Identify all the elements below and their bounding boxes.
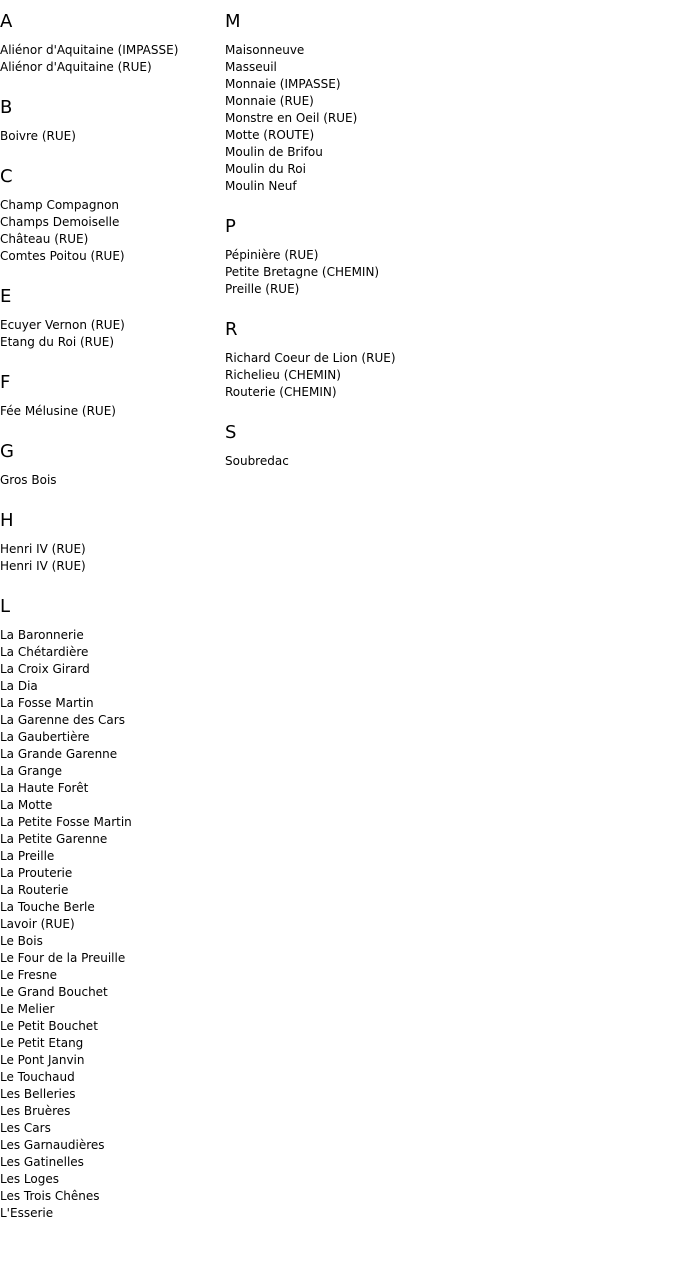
street-list — [225, 247, 665, 298]
street-list — [0, 541, 220, 575]
street-item: Le Bois — [0, 934, 43, 948]
street-item: Soubredac — [225, 454, 289, 468]
street-item: La Preille — [0, 849, 55, 863]
letter-heading: P — [225, 216, 236, 237]
street-item: Les Gatinelles — [0, 1155, 84, 1169]
street-item: Gros Bois — [0, 473, 57, 487]
street-item: La Croix Girard — [0, 662, 90, 676]
street-item: Etang du Roi (RUE) — [0, 335, 115, 349]
street-item: Monnaie (RUE) — [225, 94, 314, 108]
street-item: La Baronnerie — [0, 628, 84, 642]
letter-heading: C — [0, 166, 13, 187]
street-list — [0, 197, 220, 265]
street-item: Moulin Neuf — [225, 179, 297, 193]
letter-heading: B — [0, 97, 13, 118]
street-item: Fée Mélusine (RUE) — [0, 404, 116, 418]
street-list — [0, 627, 220, 1222]
street-item: La Petite Garenne — [0, 832, 108, 846]
street-list — [0, 403, 220, 420]
street-item: Le Melier — [0, 1002, 55, 1016]
street-item: Le Petit Bouchet — [0, 1019, 98, 1033]
street-item: Monnaie (IMPASSE) — [225, 77, 341, 91]
street-item: La Gaubertière — [0, 730, 90, 744]
letter-heading: S — [225, 422, 237, 443]
letter-group-p — [225, 216, 665, 298]
street-index-right-column — [225, 11, 665, 470]
street-item: La Dia — [0, 679, 38, 693]
letter-heading: E — [0, 286, 12, 307]
street-item: Aliénor d'Aquitaine (IMPASSE) — [0, 43, 179, 57]
street-list — [225, 350, 665, 401]
letter-group-r — [225, 319, 665, 401]
street-item: Richard Coeur de Lion (RUE) — [225, 351, 396, 365]
letter-group-a — [0, 11, 220, 76]
street-item: Richelieu (CHEMIN) — [225, 368, 341, 382]
street-item: Les Bruères — [0, 1104, 71, 1118]
street-item: Champ Compagnon — [0, 198, 120, 212]
street-list — [225, 42, 665, 195]
street-index-left-column — [0, 11, 220, 1222]
street-item: Le Fresne — [0, 968, 57, 982]
street-item: La Garenne des Cars — [0, 713, 125, 727]
street-list — [225, 453, 665, 470]
street-item: La Routerie — [0, 883, 69, 897]
letter-heading: A — [0, 11, 13, 32]
letter-group-e — [0, 286, 220, 351]
letter-heading: G — [0, 441, 14, 462]
street-item: Pépinière (RUE) — [225, 248, 319, 262]
street-item: Maisonneuve — [225, 43, 305, 57]
street-list — [0, 42, 220, 76]
street-item: La Petite Fosse Martin — [0, 815, 132, 829]
street-item: Les Cars — [0, 1121, 51, 1135]
letter-group-h — [0, 510, 220, 575]
street-item: La Grange — [0, 764, 63, 778]
street-item: Comtes Poitou (RUE) — [0, 249, 125, 263]
street-item: Henri IV (RUE) — [0, 542, 86, 556]
street-item: Lavoir (RUE) — [0, 917, 75, 931]
letter-group-c — [0, 166, 220, 265]
street-item: Boivre (RUE) — [0, 129, 76, 143]
street-item: Ecuyer Vernon (RUE) — [0, 318, 125, 332]
street-item: La Fosse Martin — [0, 696, 94, 710]
street-item: Aliénor d'Aquitaine (RUE) — [0, 60, 152, 74]
street-item: Les Trois Chênes — [0, 1189, 100, 1203]
street-item: Le Four de la Preuille — [0, 951, 126, 965]
street-item: Les Belleries — [0, 1087, 76, 1101]
street-item: Monstre en Oeil (RUE) — [225, 111, 358, 125]
letter-heading: L — [0, 596, 11, 617]
street-list — [0, 128, 220, 145]
street-item: Champs Demoiselle — [0, 215, 120, 229]
street-list — [0, 317, 220, 351]
letter-heading: R — [225, 319, 238, 340]
street-item: Les Garnaudières — [0, 1138, 105, 1152]
letter-group-g — [0, 441, 220, 489]
letter-group-f — [0, 372, 220, 420]
letter-group-l — [0, 596, 220, 1222]
street-item: Petite Bretagne (CHEMIN) — [225, 265, 380, 279]
street-item: Routerie (CHEMIN) — [225, 385, 337, 399]
letter-heading: H — [0, 510, 14, 531]
street-item: La Prouterie — [0, 866, 73, 880]
street-item: La Motte — [0, 798, 53, 812]
street-list — [0, 472, 220, 489]
street-item: Moulin du Roi — [225, 162, 306, 176]
street-item: Motte (ROUTE) — [225, 128, 315, 142]
street-item: Les Loges — [0, 1172, 59, 1186]
street-item: Le Grand Bouchet — [0, 985, 108, 999]
letter-group-s — [225, 422, 665, 470]
street-item: L'Esserie — [0, 1206, 54, 1220]
street-item: Le Touchaud — [0, 1070, 75, 1084]
street-item: La Touche Berle — [0, 900, 95, 914]
letter-heading: M — [225, 11, 241, 32]
street-item: La Haute Forêt — [0, 781, 89, 795]
letter-group-b — [0, 97, 220, 145]
street-item: Masseuil — [225, 60, 277, 74]
street-item: La Chétardière — [0, 645, 89, 659]
letter-heading: F — [0, 372, 11, 393]
street-item: Château (RUE) — [0, 232, 89, 246]
letter-group-m — [225, 11, 665, 195]
street-item: Le Pont Janvin — [0, 1053, 85, 1067]
street-item: Henri IV (RUE) — [0, 559, 86, 573]
street-item: Preille (RUE) — [225, 282, 300, 296]
street-item: Moulin de Brifou — [225, 145, 323, 159]
street-item: Le Petit Etang — [0, 1036, 84, 1050]
street-item: La Grande Garenne — [0, 747, 118, 761]
